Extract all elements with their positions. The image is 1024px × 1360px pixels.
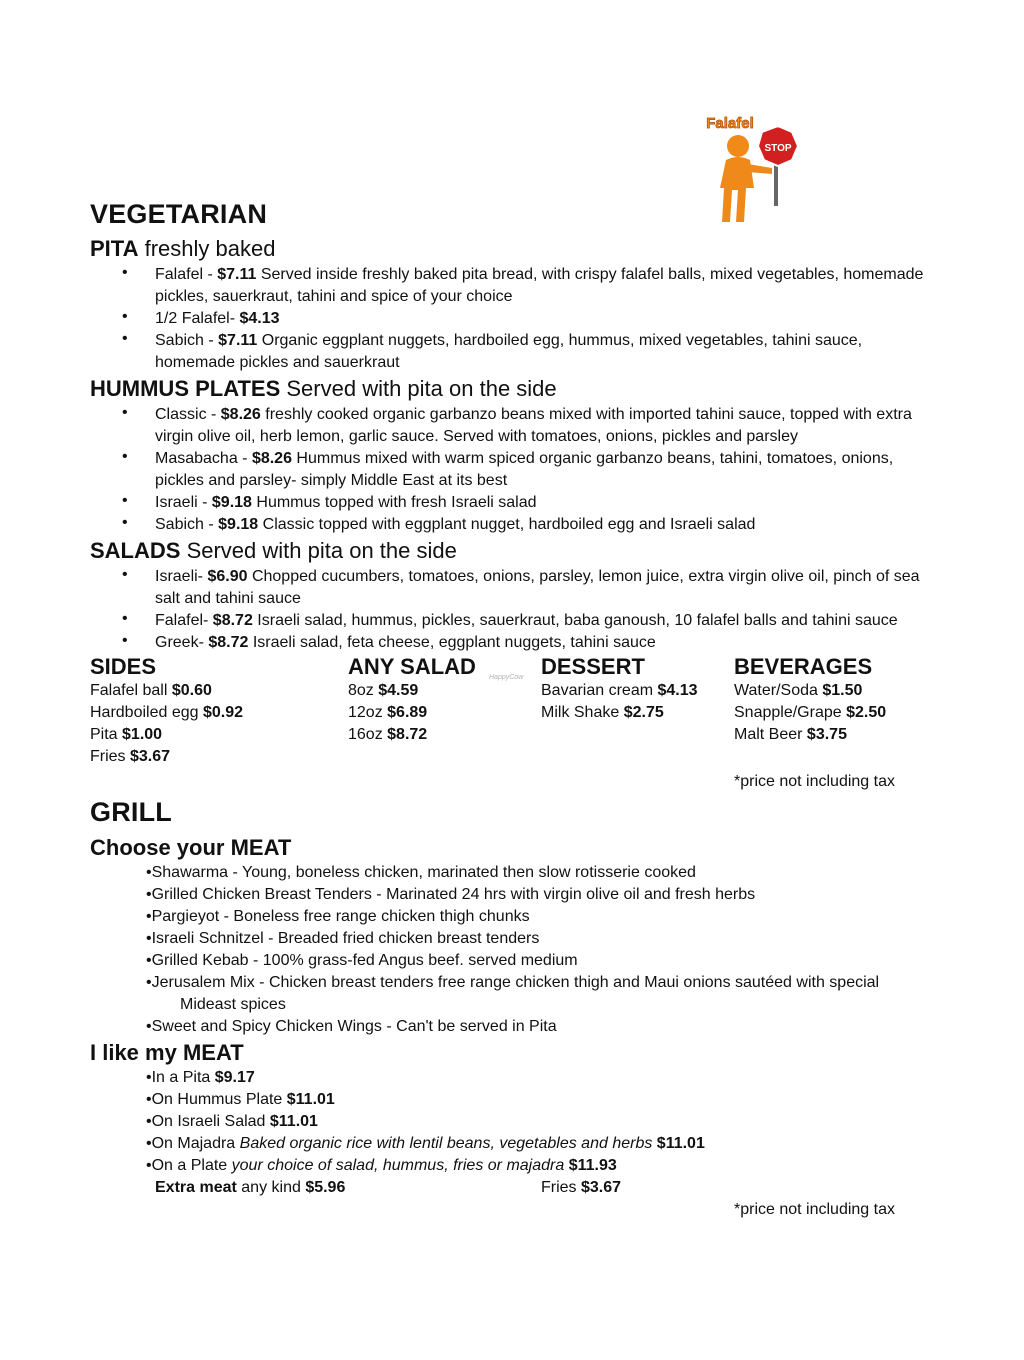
logo-sign-text: STOP: [764, 143, 792, 154]
hummus-heading-bold: HUMMUS PLATES: [90, 376, 281, 401]
option-name: •In a Pita: [146, 1069, 215, 1086]
item-name: Water/Soda: [734, 682, 823, 699]
bullet: •: [122, 566, 128, 583]
extra-meat: [155, 1177, 345, 1199]
bullet: •: [122, 404, 128, 421]
item-name: Fries: [90, 748, 130, 765]
item-price: $7.11: [217, 266, 257, 283]
hummus-item-classic: [155, 404, 925, 448]
item-price: $8.72: [212, 612, 253, 629]
side-item: [90, 724, 243, 746]
item-price: $8.72: [208, 634, 249, 651]
item-name: 8oz: [348, 682, 379, 699]
logo-word: Falafel: [706, 115, 754, 132]
item-desc: Hummus topped with fresh Israeli salad: [251, 494, 537, 511]
watermark: HappyCow: [489, 674, 524, 681]
pita-item-sabich: [155, 330, 925, 374]
item-desc: Israeli salad, hummus, pickles, sauerkraut, baba ganoush, 10 falafel balls and tahini sauce: [252, 612, 898, 629]
item-name: Israeli -: [155, 494, 212, 511]
any-salad-column: [348, 656, 476, 746]
item-price: $2.75: [623, 704, 664, 721]
pita-item-falafel: [155, 264, 925, 308]
hummus-item-masabacha: [155, 448, 925, 492]
item-name: Sabich -: [155, 332, 219, 349]
option-price: $11.93: [568, 1157, 617, 1174]
item-name: Falafel-: [155, 612, 213, 629]
serving-option: [146, 1133, 705, 1155]
item-price: $1.00: [122, 726, 163, 743]
item-price: $7.11: [218, 332, 258, 349]
salad-size-item: [348, 724, 476, 746]
option-desc: Baked organic rice with lentil beans, vegetables and herbs: [239, 1135, 653, 1152]
item-desc: Chopped cucumbers, tomatoes, onions, parsley, lemon juice, extra virgin olive oil, pinch of sea salt and tahini sauce: [155, 568, 920, 607]
hummus-item-sabich: [155, 514, 925, 536]
bullet: •: [122, 610, 128, 627]
serving-option: [146, 1067, 255, 1089]
item-name: Falafel ball: [90, 682, 172, 699]
salad-item-falafel: [155, 610, 925, 632]
beverages-title: BEVERAGES: [734, 654, 873, 679]
item-price: $2.50: [846, 704, 887, 721]
item-name: Falafel -: [155, 266, 218, 283]
item-name: Israeli-: [155, 568, 208, 585]
side-item: [90, 702, 243, 724]
item-desc: Classic topped with eggplant nugget, hardboiled egg and Israeli salad: [258, 516, 756, 533]
bullet: •: [122, 448, 128, 465]
grill-fries: [541, 1177, 621, 1199]
sides-column: [90, 656, 243, 768]
item-name: 16oz: [348, 726, 388, 743]
item-name: Pita: [90, 726, 123, 743]
pita-heading-bold: PITA: [90, 236, 139, 261]
tax-note: *price not including tax: [734, 773, 895, 790]
item-price: $8.26: [220, 406, 261, 423]
hummus-heading-rest: Served with pita on the side: [280, 376, 557, 401]
salads-heading: [90, 538, 457, 564]
bullet: •: [122, 492, 128, 509]
item-price: $6.89: [387, 704, 428, 721]
option-desc: your choice of salad, hummus, fries or majadra: [231, 1157, 565, 1174]
fries-label: Fries: [541, 1179, 581, 1196]
option-name: •On Hummus Plate: [146, 1091, 287, 1108]
item-desc: Hummus mixed with warm spiced organic garbanzo beans, tahini, tomatoes, onions, pickles and parsley- simply Middle East at its best: [155, 450, 894, 489]
serving-option: [146, 1155, 617, 1177]
item-desc: Organic eggplant nuggets, hardboiled egg, hummus, mixed vegetables, tahini sauce, homemade pickles and sauerkraut: [155, 332, 863, 371]
meat-item: •Jerusalem Mix - Chicken breast tenders free range chicken thigh and Maui onions sautéed with special: [146, 974, 880, 991]
item-name: 12oz: [348, 704, 388, 721]
bullet: •: [122, 632, 128, 649]
hummus-heading: [90, 376, 557, 402]
hummus-item-israeli: [155, 492, 925, 514]
item-price: $4.13: [239, 310, 280, 327]
item-price: $8.26: [251, 450, 292, 467]
item-price: $4.13: [657, 682, 698, 699]
meat-item: •Pargieyot - Boneless free range chicken thigh chunks: [146, 908, 530, 925]
beverages-column: [734, 656, 886, 746]
salad-size-item: [348, 680, 476, 702]
bullet: •: [122, 514, 128, 531]
item-price: $3.75: [806, 726, 847, 743]
choose-meat-heading: Choose your MEAT: [90, 835, 292, 860]
dessert-column: [541, 656, 698, 724]
extra-desc: any kind: [236, 1179, 306, 1196]
extra-label: Extra meat: [155, 1179, 237, 1196]
meat-item: •Shawarma - Young, boneless chicken, marinated then slow rotisserie cooked: [146, 864, 696, 881]
any-salad-title: ANY SALAD: [348, 654, 476, 679]
beverage-item: [734, 702, 886, 724]
item-price: $9.18: [218, 516, 259, 533]
salads-heading-rest: Served with pita on the side: [180, 538, 457, 563]
meat-item-continuation: Mideast spices: [180, 996, 286, 1013]
item-name: Greek-: [155, 634, 209, 651]
item-name: Sabich -: [155, 516, 219, 533]
meat-item: •Israeli Schnitzel - Breaded fried chicken breast tenders: [146, 930, 540, 947]
item-price: $3.67: [130, 748, 171, 765]
meat-item: •Grilled Chicken Breast Tenders - Marinated 24 hrs with virgin olive oil and fresh herbs: [146, 886, 756, 903]
vegetarian-title: VEGETARIAN: [90, 199, 268, 229]
meat-item: •Sweet and Spicy Chicken Wings - Can't be served in Pita: [146, 1018, 557, 1035]
item-name: Hardboiled egg: [90, 704, 203, 721]
option-price: $11.01: [656, 1135, 705, 1152]
item-price: $4.59: [378, 682, 419, 699]
dessert-item: [541, 680, 698, 702]
pita-heading: [90, 236, 275, 262]
option-name: •On Israeli Salad: [146, 1113, 270, 1130]
beverage-item: [734, 724, 886, 746]
serving-option: [146, 1111, 318, 1133]
option-price: $11.01: [269, 1113, 318, 1130]
item-name: Milk Shake: [541, 704, 624, 721]
beverage-item: [734, 680, 886, 702]
item-price: $0.60: [171, 682, 212, 699]
item-desc: Israeli salad, feta cheese, eggplant nuggets, tahini sauce: [248, 634, 656, 651]
tax-note-bottom: *price not including tax: [734, 1201, 895, 1218]
item-desc: freshly cooked organic garbanzo beans mixed with imported tahini sauce, topped with extra virgin olive oil, herb lemon, garlic sauce. Served with tomatoes, onions, pickles and parsley: [155, 406, 912, 445]
item-price: $0.92: [202, 704, 244, 721]
pita-item-half-falafel: [155, 308, 925, 330]
bullet: •: [122, 330, 128, 347]
side-item: [90, 680, 243, 702]
dessert-title: DESSERT: [541, 654, 645, 679]
salad-size-item: [348, 702, 476, 724]
pita-heading-rest: freshly baked: [138, 236, 276, 261]
item-name: Malt Beer: [734, 726, 807, 743]
salads-heading-bold: SALADS: [90, 538, 181, 563]
salad-item-greek: [155, 632, 925, 654]
fries-price: $3.67: [581, 1179, 622, 1196]
bullet: •: [122, 308, 128, 325]
item-desc: Served inside freshly baked pita bread, with crispy falafel balls, mixed vegetables, homemade pickles, sauerkraut, tahini and spice of your choice: [155, 266, 924, 305]
item-price: $8.72: [387, 726, 428, 743]
item-price: $1.50: [822, 682, 863, 699]
option-price: $9.17: [214, 1069, 255, 1086]
item-name: Masabacha -: [155, 450, 252, 467]
item-price: $9.18: [211, 494, 252, 511]
bullet: •: [122, 264, 128, 281]
item-name: Bavarian cream: [541, 682, 658, 699]
like-meat-heading: I like my MEAT: [90, 1040, 244, 1065]
falafel-stop-logo: [700, 110, 800, 226]
serving-option: [146, 1089, 335, 1111]
dessert-item: [541, 702, 698, 724]
salad-item-israeli: [155, 566, 925, 610]
option-price: $11.01: [286, 1091, 335, 1108]
item-price: $6.90: [207, 568, 248, 585]
side-item: [90, 746, 243, 768]
item-name: 1/2 Falafel-: [155, 310, 240, 327]
grill-title: GRILL: [90, 797, 172, 827]
option-name: •On a Plate: [146, 1157, 232, 1174]
item-name: Classic -: [155, 406, 221, 423]
meat-item: •Grilled Kebab - 100% grass-fed Angus beef. served medium: [146, 952, 578, 969]
sides-title: SIDES: [90, 654, 157, 679]
item-name: Snapple/Grape: [734, 704, 847, 721]
extra-price: $5.96: [305, 1179, 346, 1196]
option-name: •On Majadra: [146, 1135, 240, 1152]
